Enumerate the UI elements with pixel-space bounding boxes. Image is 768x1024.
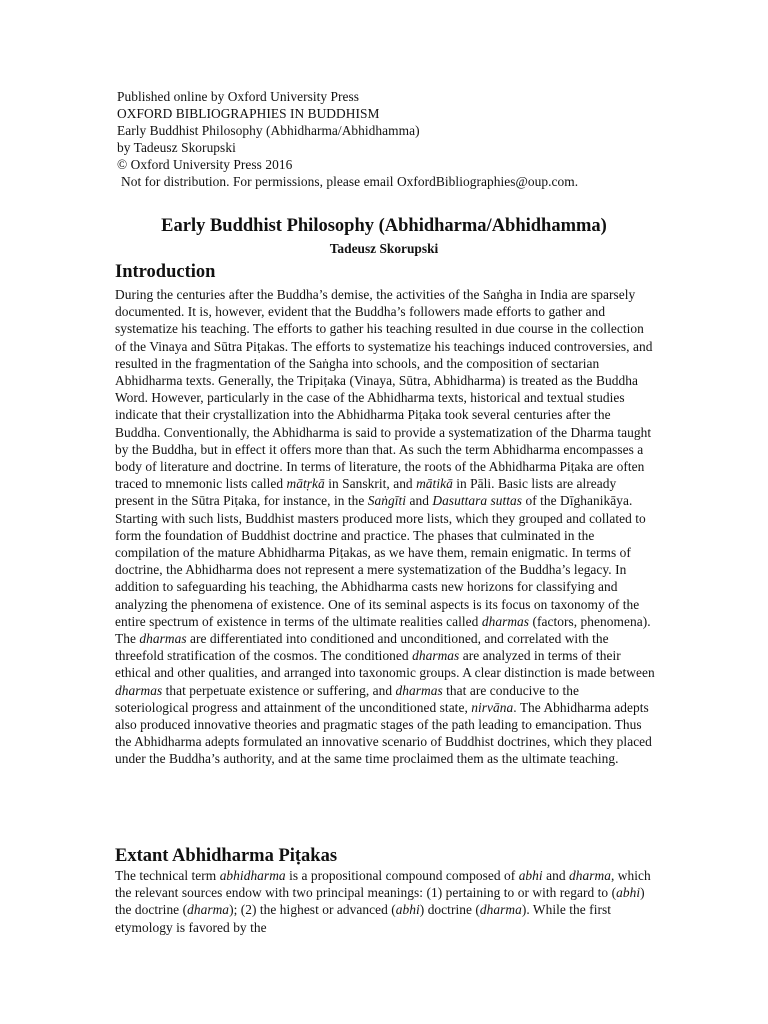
extant-pitakas-paragraph: The technical term abhidharma is a propositional compound composed of abhi and dharma, which the relevant sources endow with two principal meanings: (1) pertaining to or with regard to (abhi) the doctrine (dharma); (2) the highest or advanced (abhi) doctrine (dharma). While the first etymology is favored by the <box>115 868 651 935</box>
publication-header <box>117 88 677 190</box>
document-author: Tadeusz Skorupski <box>329 241 439 256</box>
series-line: OXFORD BIBLIOGRAPHIES IN BUDDHISM <box>117 106 380 121</box>
copyright-line: © Oxford University Press 2016 <box>117 157 293 172</box>
article-title-line: Early Buddhist Philosophy (Abhidharma/Abhidhamma) <box>117 123 420 138</box>
published-line: Published online by Oxford University Press <box>117 89 360 104</box>
extant-pitakas-heading: Extant Abhidharma Piṭakas <box>115 846 338 866</box>
distribution-notice: Not for distribution. For permissions, please email OxfordBibliographies@oup.com. <box>121 174 579 189</box>
introduction-heading: Introduction <box>115 262 216 282</box>
byline: by Tadeusz Skorupski <box>117 140 236 155</box>
extant-pitakas-section <box>115 867 655 936</box>
introduction-section <box>115 286 655 768</box>
introduction-paragraph: During the centuries after the Buddha’s demise, the activities of the Saṅgha in India are sparsely documented. It is, however, evident that the Buddha’s followers made efforts to gather and systematize his teaching. The efforts to gather his teaching resulted in due course in the collection of the Vinaya and Sūtra Piṭakas. The efforts to systematize his teachings induced controversies, and resulted in the fragmentation of the Saṅgha into schools, and the composition of sectarian Abhidharma texts. Generally, the Tripiṭaka (Vinaya, Sūtra, Abhidharma) is treated as the Buddha Word. However, particularly in the case of the Abhidharma texts, historical and textual studies indicate that their crystallization into the Abhidharma Piṭaka took several centuries after the Buddha. Conventionally, the Abhidharma is said to provide a systematization of the Dharma taught by the Buddha, but in effect it offers more than that. As such the term Abhidharma encompasses a body of literature and doctrine. In terms of literature, the roots of the Abhidharma Piṭaka are often traced to mnemonic lists called mātṛkā in Sanskrit, and mātikā in Pāli. Basic lists are already present in the Sūtra Piṭaka, for instance, in the Saṅgīti and Dasuttara suttas of the Dīghanikāya. Starting with such lists, Buddhist masters produced more lists, which they grouped and collated to form the foundation of Buddhist doctrine and practice. The phases that culminated in the compilation of the mature Abhidharma Piṭakas, as we have them, remain enigmatic. In terms of doctrine, the Abhidharma does not represent a mere systematization of the Buddha’s legacy. In addition to safeguarding his teaching, the Abhidharma casts new horizons for classifying and analyzing the phenomena of existence. One of its seminal aspects is its focus on taxonomy of the entire spectrum of existence in terms of the ultimate realities called dharmas (factors, phenomena). The dharmas are differentiated into conditioned and unconditioned, and correlated with the threefold stratification of the cosmos. The conditioned dharmas are analyzed in terms of their ethical and other qualities, and arranged into taxonomic groups. A clear distinction is made between dharmas that perpetuate existence or suffering, and dharmas that are conducive to the soteriological progress and attainment of the unconditioned state, nirvāna. The Abhidharma adepts also produced innovative theories and pragmatic stages of the path leading to emancipation. Thus the Abhidharma adepts formulated an innovative scenario of Buddhist doctrines, which they placed under the Buddha’s authority, and at the same time proclaimed them as the ultimate teaching. <box>115 287 655 767</box>
document-title: Early Buddhist Philosophy (Abhidharma/Abhidhamma) <box>161 216 607 236</box>
